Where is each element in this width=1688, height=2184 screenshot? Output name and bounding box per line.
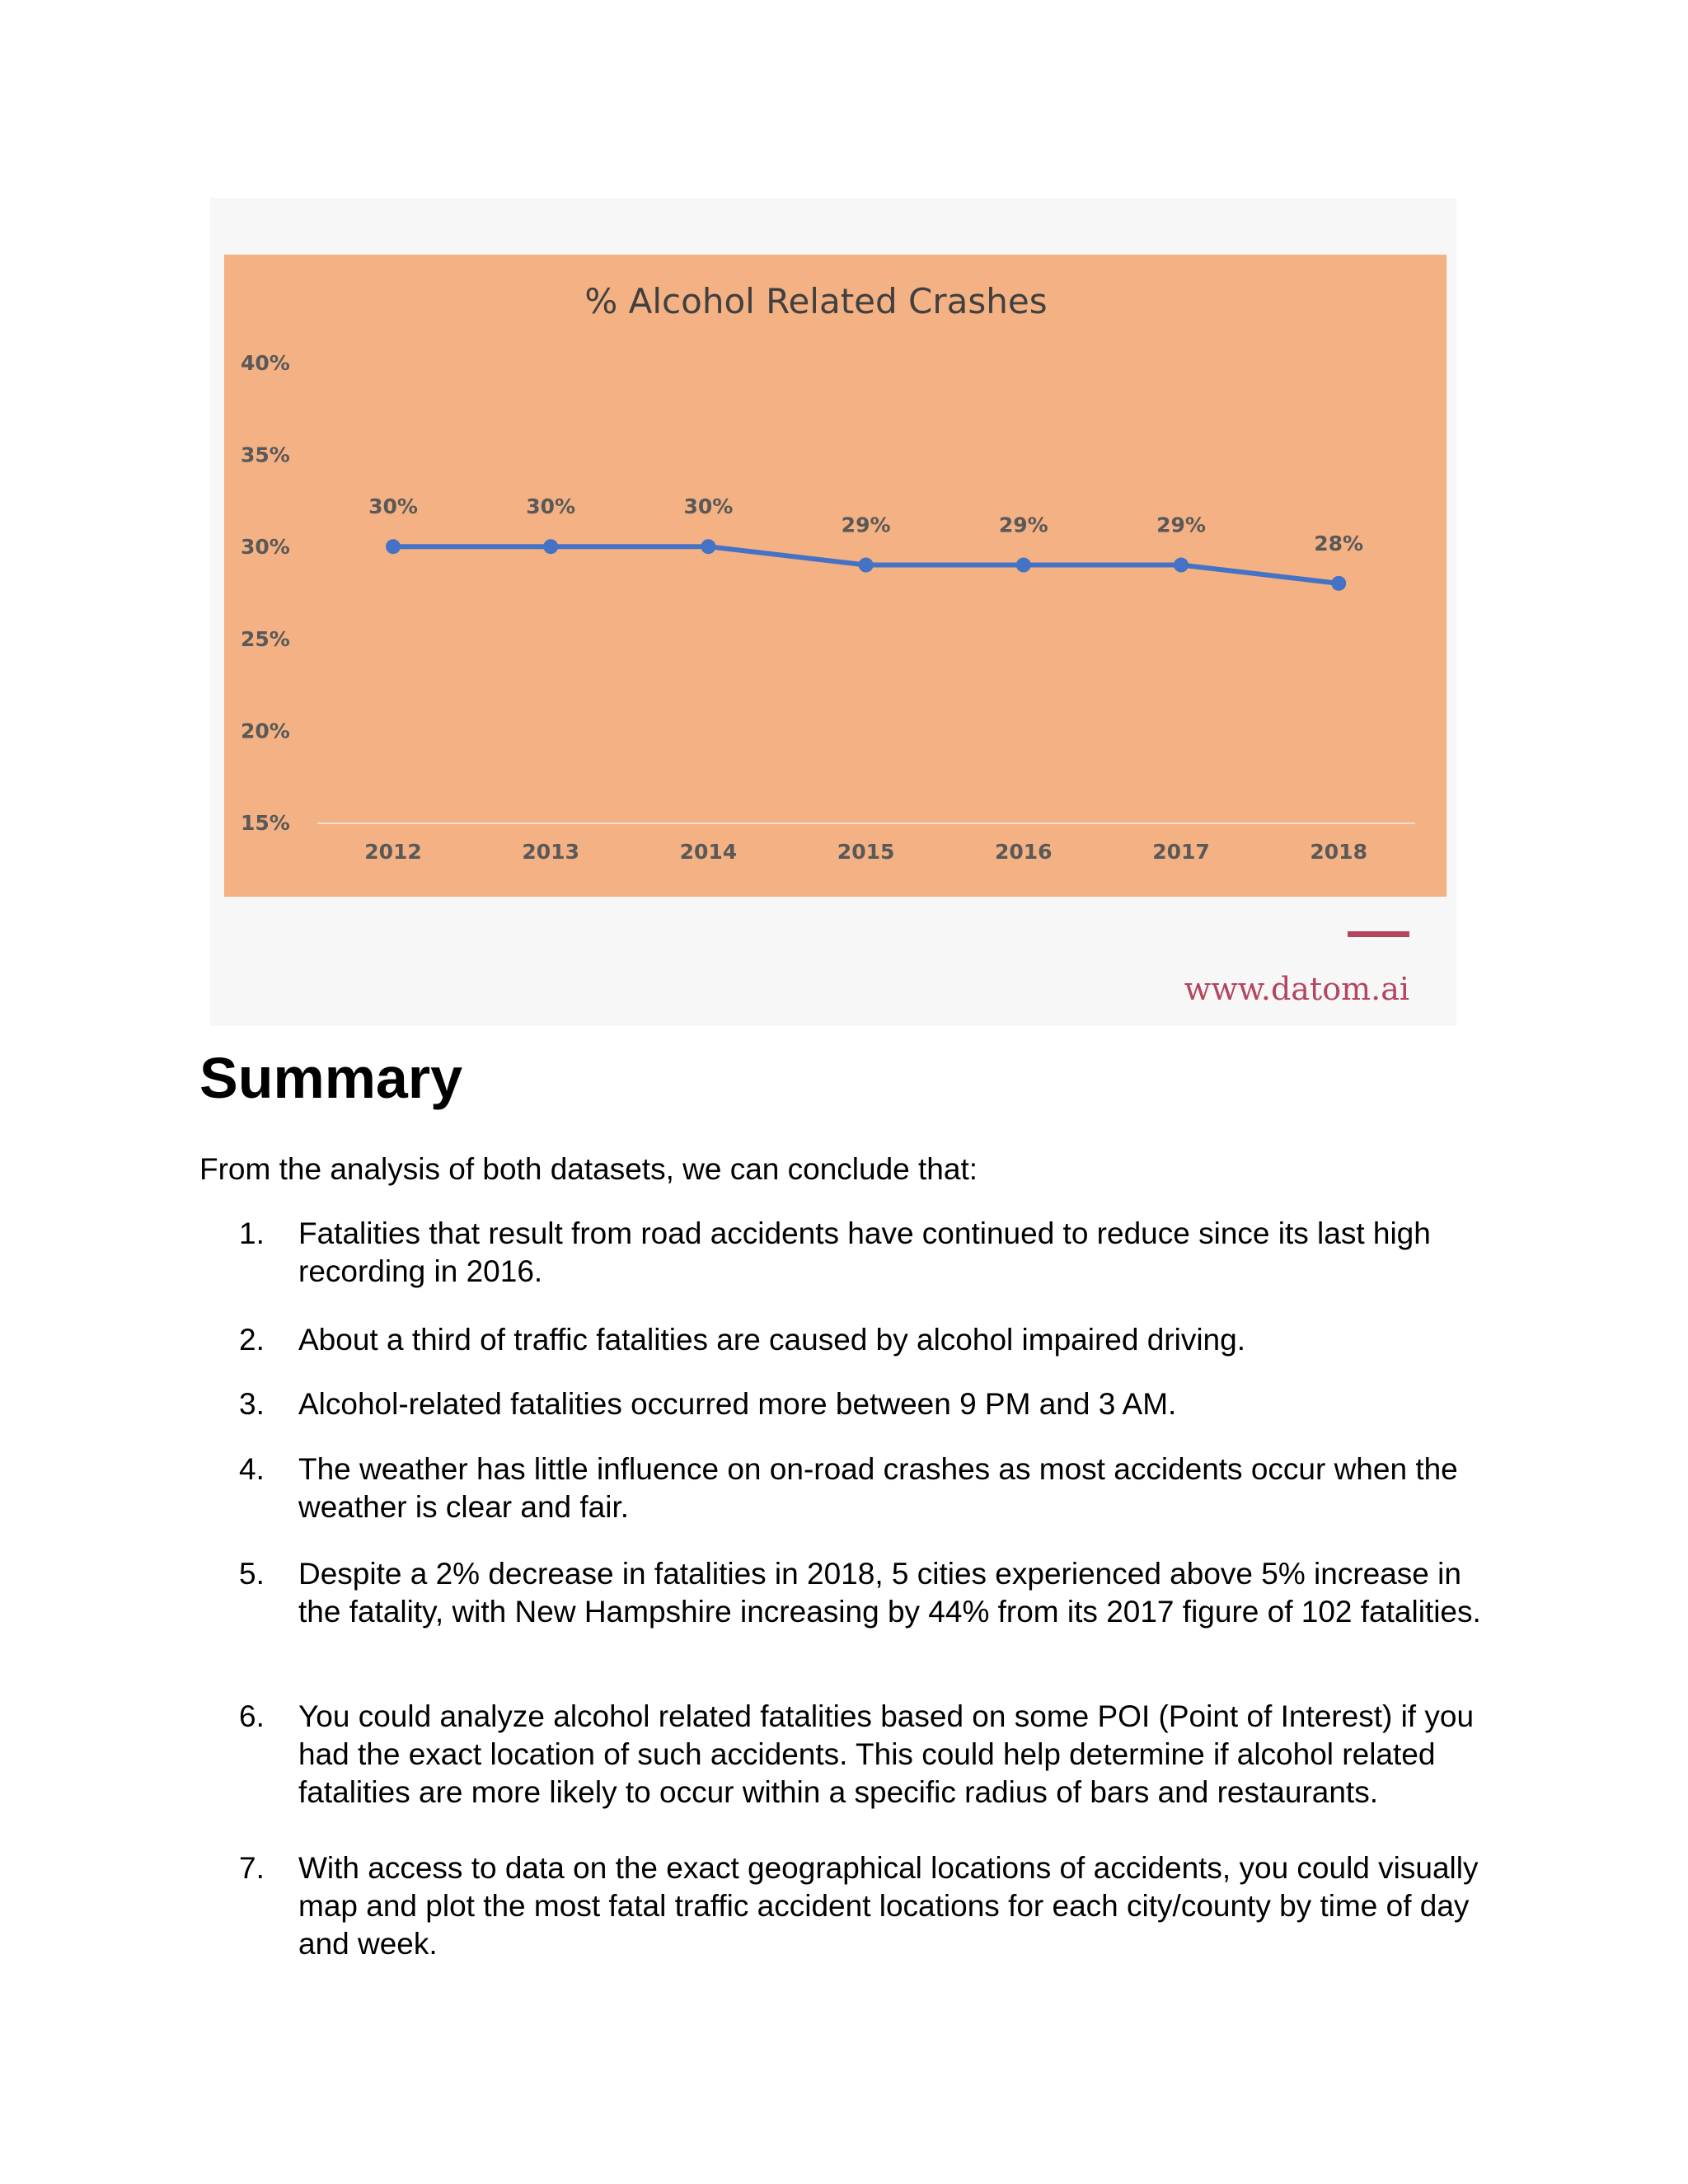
data-label: 30% — [526, 494, 576, 519]
data-label: 29% — [998, 513, 1048, 537]
data-label: 30% — [683, 494, 734, 519]
y-tick-label: 35% — [241, 443, 290, 467]
x-tick-label: 2015 — [837, 840, 895, 864]
source-link[interactable]: www.datom.ai — [1184, 971, 1409, 1007]
list-item-number: 4. — [239, 1452, 265, 1486]
list-item-text: With access to data on the exact geographical locations of accidents, you could visually map and plot the most fatal traffic accident locations for each city/county by time of day and week. — [298, 1851, 1479, 1961]
data-point — [1331, 576, 1346, 591]
source-accent-bar — [1348, 931, 1409, 937]
list-item-text: Despite a 2% decrease in fatalities in 2018, 5 cities experienced above 5% increase in the fatality, with New Hampshire increasing by 44% from its 2017 figure of 102 fatalities. — [298, 1557, 1481, 1629]
list-item-number: 5. — [239, 1557, 265, 1591]
data-point — [543, 539, 558, 554]
list-item-number: 3. — [239, 1387, 265, 1421]
x-tick-label: 2018 — [1310, 840, 1367, 864]
y-tick-label: 25% — [241, 626, 290, 651]
list-item — [239, 1321, 1500, 1359]
list-item-text: About a third of traffic fatalities are caused by alcohol impaired driving. — [298, 1323, 1245, 1357]
x-tick-label: 2012 — [364, 840, 422, 864]
y-tick-label: 15% — [241, 811, 290, 835]
list-item-number: 2. — [239, 1323, 265, 1357]
data-label: 29% — [1156, 513, 1206, 537]
list-item — [239, 1385, 1500, 1423]
data-label: 30% — [368, 494, 418, 519]
x-tick-label: 2014 — [679, 840, 738, 864]
list-item-text: You could analyze alcohol related fatalities based on some POI (Point of Interest) if you had the exact location of such accidents. This could help determine if alcohol related fatalities are more likely to occur within a specific radius of bars and restaurants. — [298, 1699, 1475, 1809]
x-tick-label: 2017 — [1152, 840, 1210, 864]
data-point — [386, 539, 401, 554]
list-item-number: 7. — [239, 1851, 265, 1885]
data-point — [859, 558, 874, 573]
chart-title: % Alcohol Related Crashes — [584, 281, 1048, 321]
line-chart — [210, 198, 1456, 1026]
data-point — [1174, 558, 1189, 573]
list-item — [239, 1215, 1500, 1291]
summary-heading: Summary — [199, 1046, 463, 1110]
data-label: 29% — [841, 513, 891, 537]
list-item-text: Alcohol-related fatalities occurred more between 9 PM and 3 AM. — [298, 1387, 1177, 1421]
list-item-number: 6. — [239, 1699, 265, 1733]
list-item-text: The weather has little influence on on-road crashes as most accidents occur when the weather is clear and fair. — [298, 1452, 1458, 1524]
summary-intro: From the analysis of both datasets, we can conclude that: — [199, 1152, 978, 1186]
x-tick-label: 2013 — [522, 840, 579, 864]
x-tick-label: 2016 — [995, 840, 1053, 864]
list-item — [239, 1849, 1500, 1963]
list-item-number: 1. — [239, 1216, 265, 1250]
list-item — [239, 1698, 1500, 1811]
y-tick-label: 30% — [241, 535, 290, 560]
chart-figure — [210, 198, 1456, 1026]
list-item — [239, 1451, 1500, 1526]
list-item — [239, 1555, 1500, 1631]
y-tick-label: 20% — [241, 719, 290, 743]
data-point — [701, 539, 715, 554]
data-label: 28% — [1314, 531, 1364, 555]
data-point — [1016, 558, 1031, 573]
y-tick-label: 40% — [241, 351, 290, 375]
list-item-text: Fatalities that result from road accidents have continued to reduce since its last high recording in 2016. — [298, 1216, 1431, 1288]
